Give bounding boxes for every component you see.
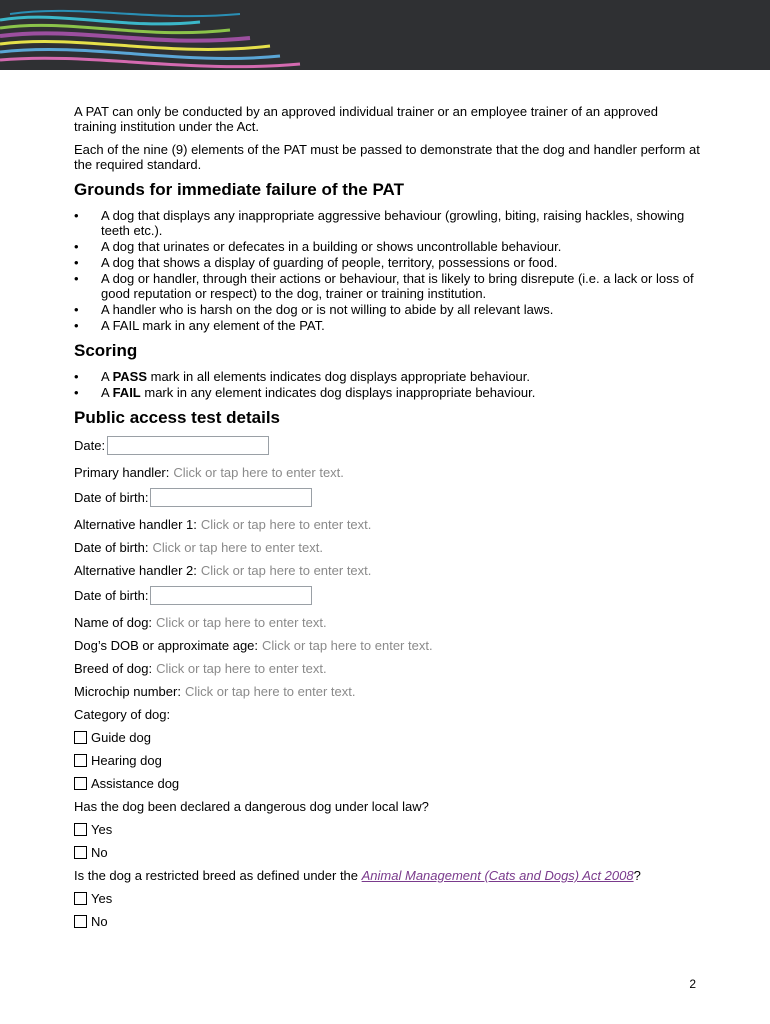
dob-label: Date of birth: (74, 540, 149, 555)
checkbox-icon[interactable] (74, 754, 87, 767)
dangerous-yes[interactable]: Yes (74, 822, 704, 837)
scoring-list (74, 369, 704, 400)
document-body (74, 104, 704, 937)
breed-row (74, 661, 704, 676)
dob-label: Date of birth: (74, 588, 149, 603)
category-assistance-dog[interactable]: Assistance dog (74, 776, 704, 791)
act-link[interactable]: Animal Management (Cats and Dogs) Act 2008 (361, 868, 634, 883)
category-row (74, 707, 704, 722)
alt-handler-1-label: Alternative handler 1: (74, 517, 197, 532)
date-label: Date: (74, 438, 106, 453)
list-item: • A dog that shows a display of guarding of people, territory, possessions or food. (74, 255, 558, 270)
list-item: • A handler who is harsh on the dog or is not willing to abide by all relevant laws. (74, 302, 554, 317)
dog-name-input[interactable]: Click or tap here to enter text. (156, 615, 327, 630)
primary-handler-input[interactable]: Click or tap here to enter text. (173, 465, 344, 480)
dangerous-question: Has the dog been declared a dangerous dog under local law? (74, 799, 429, 814)
page-number: 2 (689, 977, 696, 991)
checkbox-icon[interactable] (74, 915, 87, 928)
primary-handler-label: Primary handler: (74, 465, 170, 480)
dog-name-label: Name of dog: (74, 615, 153, 630)
microchip-input[interactable]: Click or tap here to enter text. (184, 684, 356, 699)
checkbox-icon[interactable] (74, 777, 87, 790)
alt-1-dob-row (74, 540, 704, 555)
checkbox-icon[interactable] (74, 823, 87, 836)
alt-2-dob-input[interactable] (150, 586, 312, 605)
alt-1-dob-input[interactable]: Click or tap here to enter text. (152, 540, 323, 555)
alt-handler-2-row (74, 563, 704, 578)
scoring-heading: Scoring (74, 341, 138, 360)
alt-handler-1-row (74, 517, 704, 532)
date-input[interactable] (107, 436, 269, 455)
list-item: • A dog that urinates or defecates in a building or shows uncontrollable behaviour. (74, 239, 562, 254)
checkbox-icon[interactable] (74, 846, 87, 859)
details-heading: Public access test details (74, 408, 280, 427)
checkbox-icon[interactable] (74, 892, 87, 905)
microchip-label: Microchip number: (74, 684, 181, 699)
primary-dob-row (74, 488, 704, 507)
category-hearing-dog[interactable]: Hearing dog (74, 753, 704, 768)
category-guide-dog[interactable]: Guide dog (74, 730, 704, 745)
restricted-question: Is the dog a restricted breed as defined under the Animal Management (Cats and Dogs) Act 2008? (74, 868, 641, 883)
list-item: • A FAIL mark in any element indicates dog displays inappropriate behaviour. (74, 385, 536, 400)
alt-handler-2-input[interactable]: Click or tap here to enter text. (200, 563, 372, 578)
breed-input[interactable]: Click or tap here to enter text. (156, 661, 327, 676)
dog-dob-label: Dog’s DOB or approximate age: (74, 638, 259, 653)
failure-list (74, 208, 704, 333)
breed-label: Breed of dog: (74, 661, 153, 676)
alt-2-dob-row (74, 586, 704, 605)
dog-dob-row (74, 638, 704, 653)
list-item: • A PASS mark in all elements indicates dog displays appropriate behaviour. (74, 369, 531, 384)
category-label: Category of dog: (74, 707, 171, 722)
list-item: • A dog that displays any inappropriate aggressive behaviour (growling, biting, raising hackles, showing teeth etc.). (74, 208, 685, 238)
list-item: • A dog or handler, through their actions or behaviour, that is likely to bring disrepute (i.e. a lack or loss of good reputation or respect) to the dog, trainer or training institution. (74, 271, 694, 301)
dangerous-no[interactable]: No (74, 845, 704, 860)
microchip-row (74, 684, 704, 699)
alt-handler-2-label: Alternative handler 2: (74, 563, 197, 578)
alt-handler-1-input[interactable]: Click or tap here to enter text. (200, 517, 372, 532)
list-item: • A FAIL mark in any element of the PAT. (74, 318, 325, 333)
date-field-row (74, 436, 704, 455)
intro-paragraph-2: Each of the nine (9) elements of the PAT must be passed to demonstrate that the dog and handler perform at the required standard. (74, 142, 700, 172)
dog-dob-input[interactable]: Click or tap here to enter text. (262, 638, 433, 653)
checkbox-icon[interactable] (74, 731, 87, 744)
failure-heading: Grounds for immediate failure of the PAT (74, 180, 404, 199)
decorative-wave-graphic (0, 0, 770, 70)
primary-dob-input[interactable] (150, 488, 312, 507)
primary-handler-row (74, 465, 704, 480)
dob-label: Date of birth: (74, 490, 149, 505)
restricted-no[interactable]: No (74, 914, 704, 929)
header-banner (0, 0, 770, 70)
intro-paragraph-1: A PAT can only be conducted by an approved individual trainer or an employee trainer of an approved training institution under the Act. (74, 104, 658, 134)
dog-name-row (74, 615, 704, 630)
restricted-yes[interactable]: Yes (74, 891, 704, 906)
